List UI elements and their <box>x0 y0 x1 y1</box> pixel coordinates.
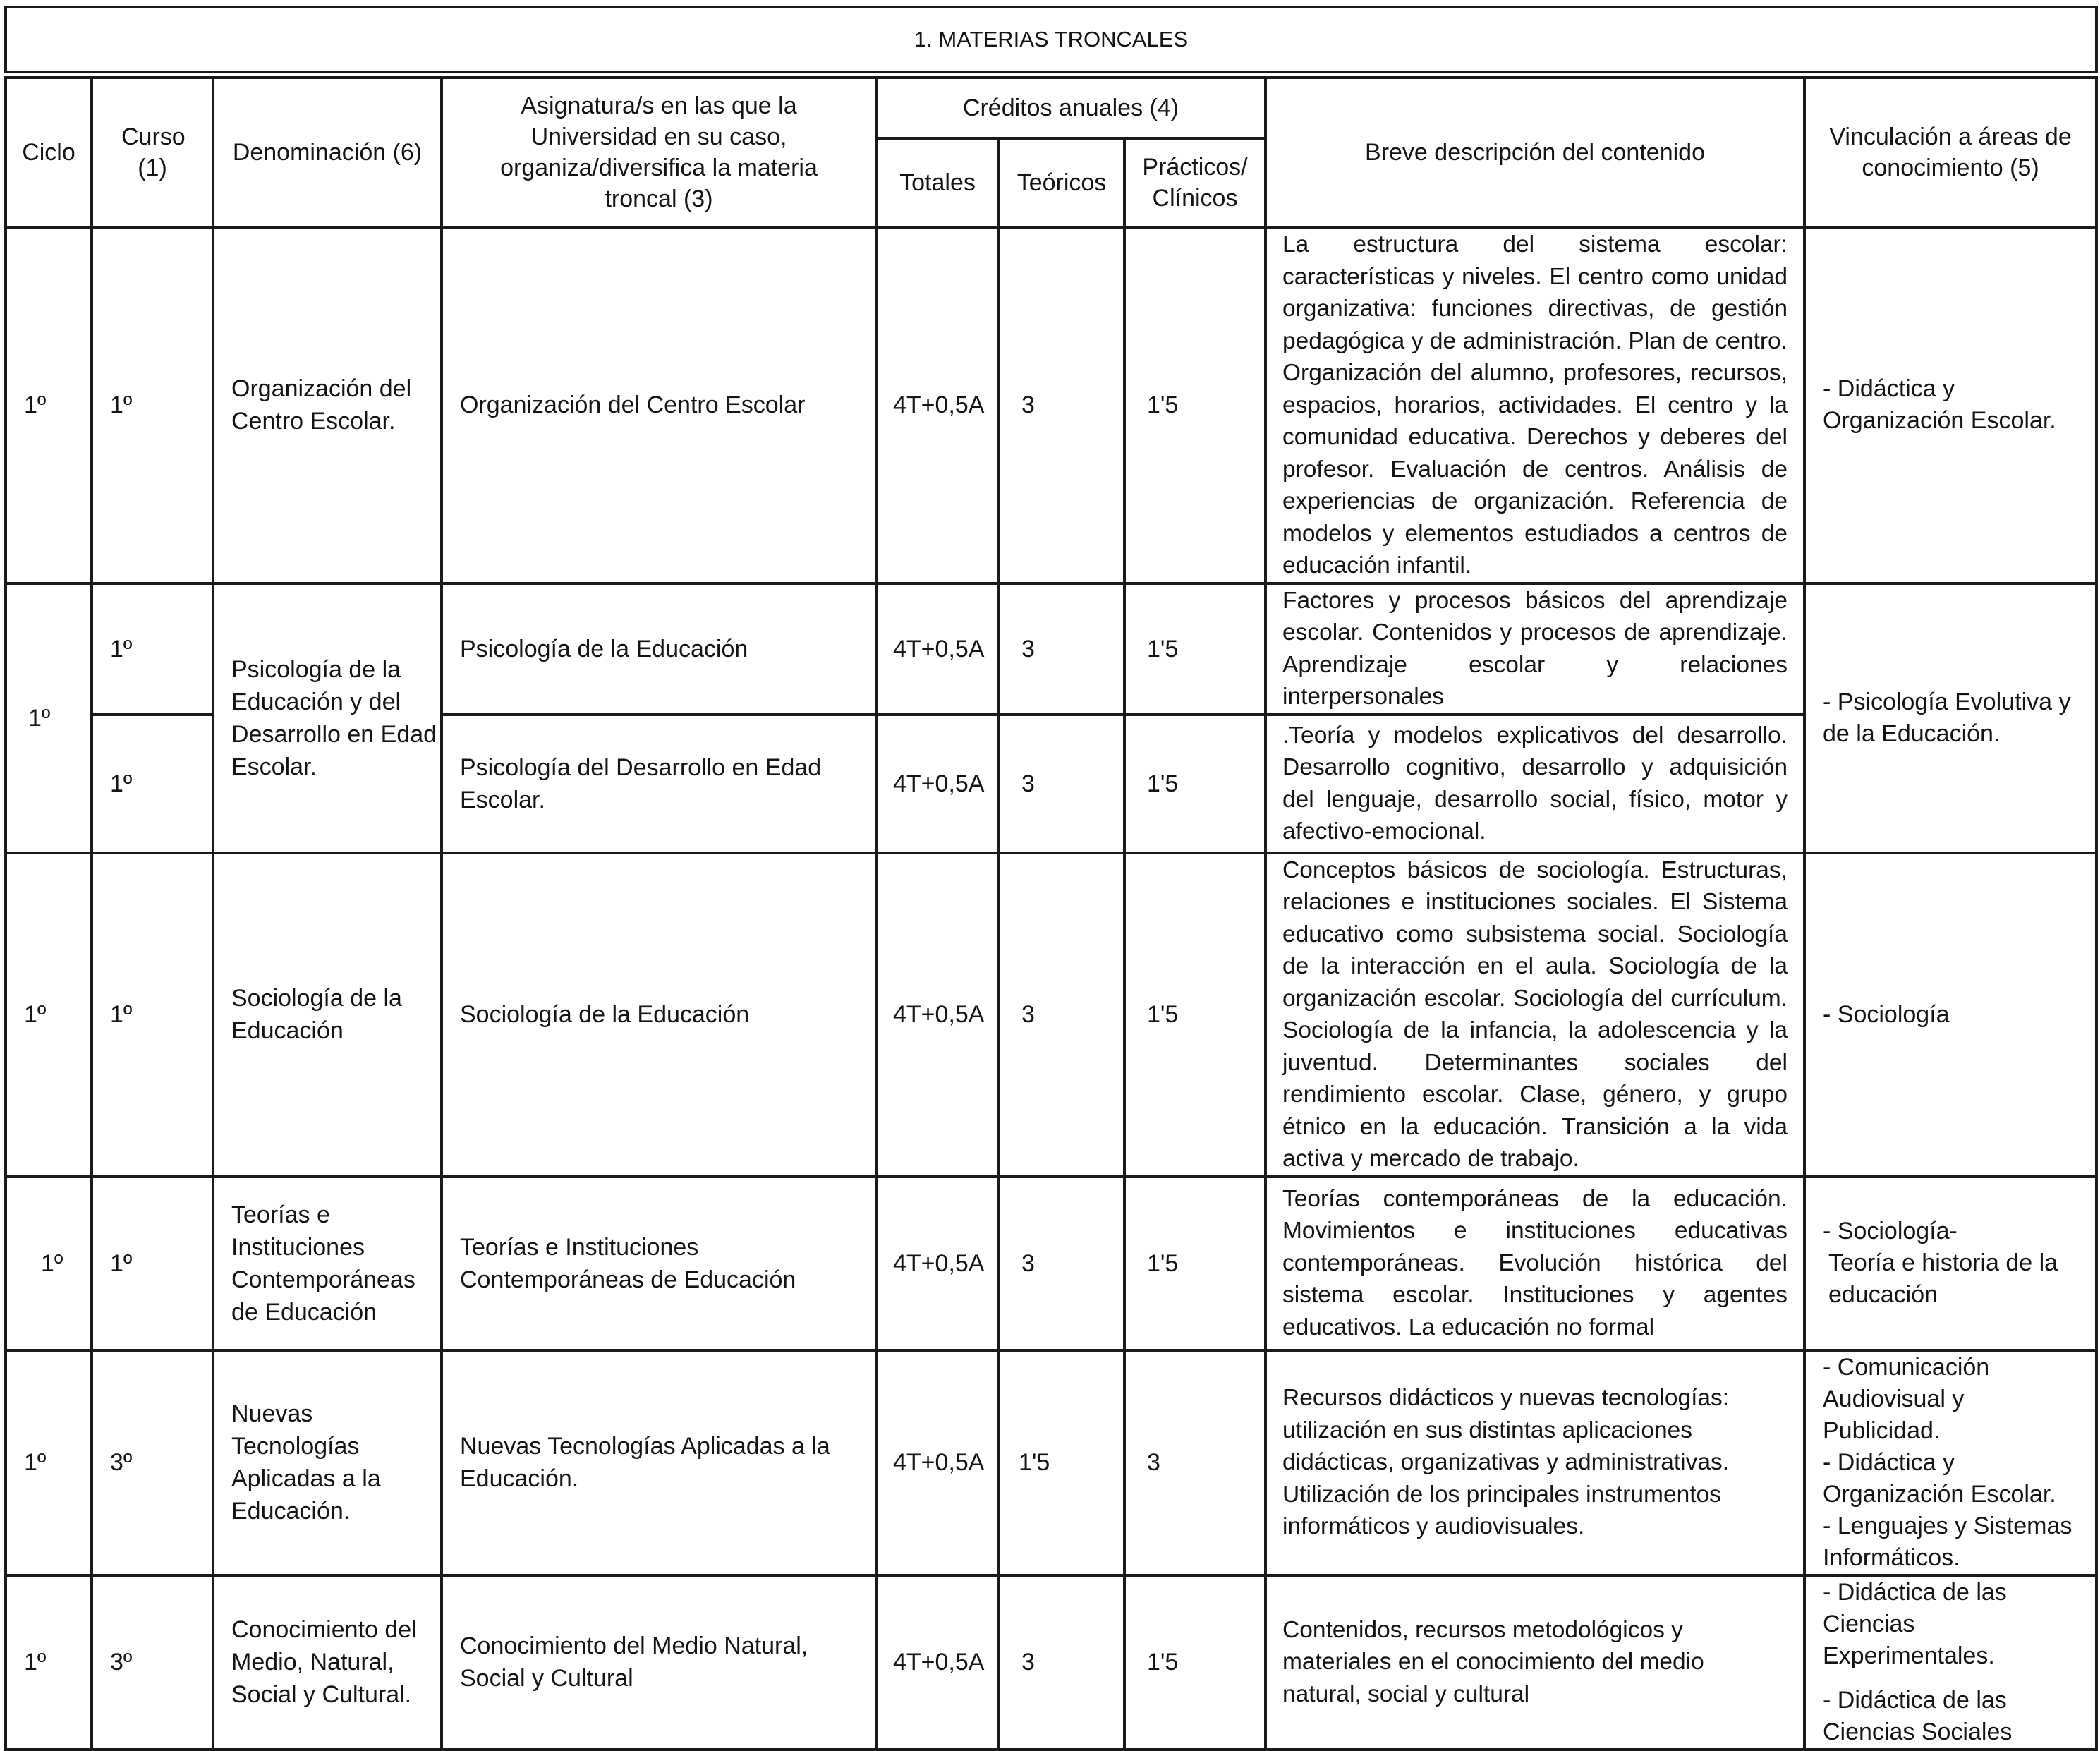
cell-teoricos: 1'5 <box>999 1350 1124 1575</box>
area-item: - Sociología- <box>1823 1218 1958 1244</box>
table-row <box>6 1177 2096 1350</box>
cell-totales: 4T+0,5A <box>876 227 999 583</box>
cell-descripcion: Contenidos, recursos metodológicos y materiales en el conocimiento del medio natural, social y cultural <box>1266 1575 1804 1750</box>
cell-practicos: 3 <box>1124 1350 1266 1575</box>
cell-areas <box>1804 1177 2096 1350</box>
cell-ciclo: 1º <box>6 583 92 853</box>
cell-descripcion: Teorías contemporáneas de la educación. Movimientos e instituciones educativas contemporáneas. Evolución histórica del sistema escolar. Instituciones y agentes educativos. La educación no formal <box>1266 1177 1804 1350</box>
table-row <box>6 583 2096 715</box>
cell-ciclo: 1º <box>6 1350 92 1575</box>
area-item: - Comunicación Audiovisual y Publicidad. <box>1823 1353 1990 1444</box>
cell-areas <box>1804 1350 2096 1575</box>
header-descripcion: Breve descripción del contenido <box>1266 78 1804 227</box>
cell-teoricos: 3 <box>999 1177 1124 1350</box>
area-item: - Didáctica y Organización Escolar. <box>1823 375 2056 435</box>
cell-descripcion: Factores y procesos básicos del aprendizaje escolar. Contenidos y procesos de aprendizaje. Aprendizaje escolar y relaciones interpersonales <box>1266 583 1804 715</box>
cell-denominacion: Psicología de la Educación y del Desarrollo en Edad Escolar. <box>213 583 442 853</box>
table-row <box>6 1575 2096 1750</box>
cell-ciclo: 1º <box>6 1575 92 1750</box>
header-totales: Totales <box>876 138 999 227</box>
cell-denominacion: Sociología de la Educación <box>213 853 442 1177</box>
cell-curso: 3º <box>92 1575 213 1750</box>
cell-areas <box>1804 853 2096 1177</box>
cell-asignatura: Nuevas Tecnologías Aplicadas a la Educación. <box>442 1350 876 1575</box>
header-ciclo: Ciclo <box>6 78 92 227</box>
header-denominacion: Denominación (6) <box>213 78 442 227</box>
cell-practicos: 1'5 <box>1124 227 1266 583</box>
cell-denominacion: Organización del Centro Escolar. <box>213 227 442 583</box>
table-row <box>6 1350 2096 1575</box>
cell-denominacion: Teorías e Instituciones Contemporáneas de Educación <box>213 1177 442 1350</box>
cell-descripcion: .Teoría y modelos explicativos del desarrollo. Desarrollo cognitivo, desarrollo y adquisición del lenguaje, desarrollo social, físico, motor y afectivo-emocional. <box>1266 715 1804 853</box>
cell-totales: 4T+0,5A <box>876 1350 999 1575</box>
header-creditos: Créditos anuales (4) <box>876 78 1266 138</box>
cell-descripcion: Conceptos básicos de sociología. Estructuras, relaciones e instituciones sociales. El Sistema educativo como subsistema social. Sociología de la interacción en el aula. Sociología de la organización escolar. Sociología del currículum. Sociología de la infancia, la adolescencia y la juventud. Determinantes sociales del rendimiento escolar. Clase, género, y grupo étnico en la educación. Transición a la vida activa y mercado de trabajo. <box>1266 853 1804 1177</box>
cell-curso: 3º <box>92 1350 213 1575</box>
cell-practicos: 1'5 <box>1124 715 1266 853</box>
cell-areas <box>1804 583 2096 853</box>
cell-teoricos: 3 <box>999 1575 1124 1750</box>
area-item: - Didáctica y Organización Escolar. <box>1823 1448 2056 1508</box>
cell-teoricos: 3 <box>999 227 1124 583</box>
area-item: - Sociología <box>1823 1000 1950 1028</box>
cell-practicos: 1'5 <box>1124 583 1266 715</box>
header-vinculacion: Vinculación a áreas de conocimiento (5) <box>1804 78 2096 227</box>
table-row <box>6 853 2096 1177</box>
cell-totales: 4T+0,5A <box>876 853 999 1177</box>
cell-totales: 4T+0,5A <box>876 1177 999 1350</box>
cell-asignatura: Teorías e Instituciones Contemporáneas de Educación <box>442 1177 876 1350</box>
cell-areas <box>1804 1575 2096 1750</box>
cell-curso: 1º <box>92 715 213 853</box>
table-row <box>6 227 2096 583</box>
area-item: - Didáctica de las Ciencias Experimentales. <box>1823 1578 2007 1669</box>
header-curso: Curso (1) <box>92 78 213 227</box>
cell-totales: 4T+0,5A <box>876 583 999 715</box>
cell-denominacion: Nuevas Tecnologías Aplicadas a la Educación. <box>213 1350 442 1575</box>
area-item: - Lenguajes y Sistemas Informáticos. <box>1823 1512 2072 1571</box>
cell-practicos: 1'5 <box>1124 1575 1266 1750</box>
cell-practicos: 1'5 <box>1124 1177 1266 1350</box>
table-title: 1. MATERIAS TRONCALES <box>6 7 2096 72</box>
cell-asignatura: Psicología de la Educación <box>442 583 876 715</box>
header-practicos: Prácticos/ Clínicos <box>1124 138 1266 227</box>
cell-ciclo: 1º <box>6 227 92 583</box>
cell-curso: 1º <box>92 227 213 583</box>
cell-areas <box>1804 227 2096 583</box>
cell-totales: 4T+0,5A <box>876 1575 999 1750</box>
cell-curso: 1º <box>92 1177 213 1350</box>
document-page <box>4 6 2095 1751</box>
header-asignaturas: Asignatura/s en las que la Universidad en su caso, organiza/diversifica la materia troncal (3) <box>442 78 876 227</box>
cell-totales: 4T+0,5A <box>876 715 999 853</box>
cell-denominacion: Conocimiento del Medio, Natural, Social y Cultural. <box>213 1575 442 1750</box>
cell-practicos: 1'5 <box>1124 853 1266 1177</box>
cell-asignatura: Organización del Centro Escolar <box>442 227 876 583</box>
cell-ciclo: 1º <box>6 1177 92 1350</box>
cell-asignatura: Psicología del Desarrollo en Edad Escolar. <box>442 715 876 853</box>
cell-asignatura: Conocimiento del Medio Natural, Social y Cultural <box>442 1575 876 1750</box>
header-teoricos: Teóricos <box>999 138 1124 227</box>
cell-teoricos: 3 <box>999 853 1124 1177</box>
cell-ciclo: 1º <box>6 853 92 1177</box>
cell-teoricos: 3 <box>999 583 1124 715</box>
materias-troncales-table <box>4 6 2098 1751</box>
area-item: Teoría e historia de la educación <box>1828 1249 2058 1308</box>
cell-asignatura: Sociología de la Educación <box>442 853 876 1177</box>
area-item: - Didáctica de las Ciencias Sociales <box>1823 1686 2013 1745</box>
cell-curso: 1º <box>92 583 213 715</box>
cell-descripcion: La estructura del sistema escolar: características y niveles. El centro como unidad organizativa: funciones directivas, de gestión pedagógica y de administración. Plan de centro. Organización del alumno, profesores, recursos, espacios, horarios, actividades. El centro y la comunidad educativa. Derechos y deberes del profesor. Evaluación de centros. Análisis de experiencias de organización. Referencia de modelos y elementos estudiados a centros de educación infantil. <box>1266 227 1804 583</box>
cell-teoricos: 3 <box>999 715 1124 853</box>
area-item: - Psicología Evolutiva y de la Educación. <box>1823 688 2071 747</box>
cell-descripcion: Recursos didácticos y nuevas tecnologías: utilización en sus distintas aplicaciones didácticas, organizativas y administrativas. Utilización de los principales instrumentos informáticos y audiovisuales. <box>1266 1350 1804 1575</box>
cell-curso: 1º <box>92 853 213 1177</box>
